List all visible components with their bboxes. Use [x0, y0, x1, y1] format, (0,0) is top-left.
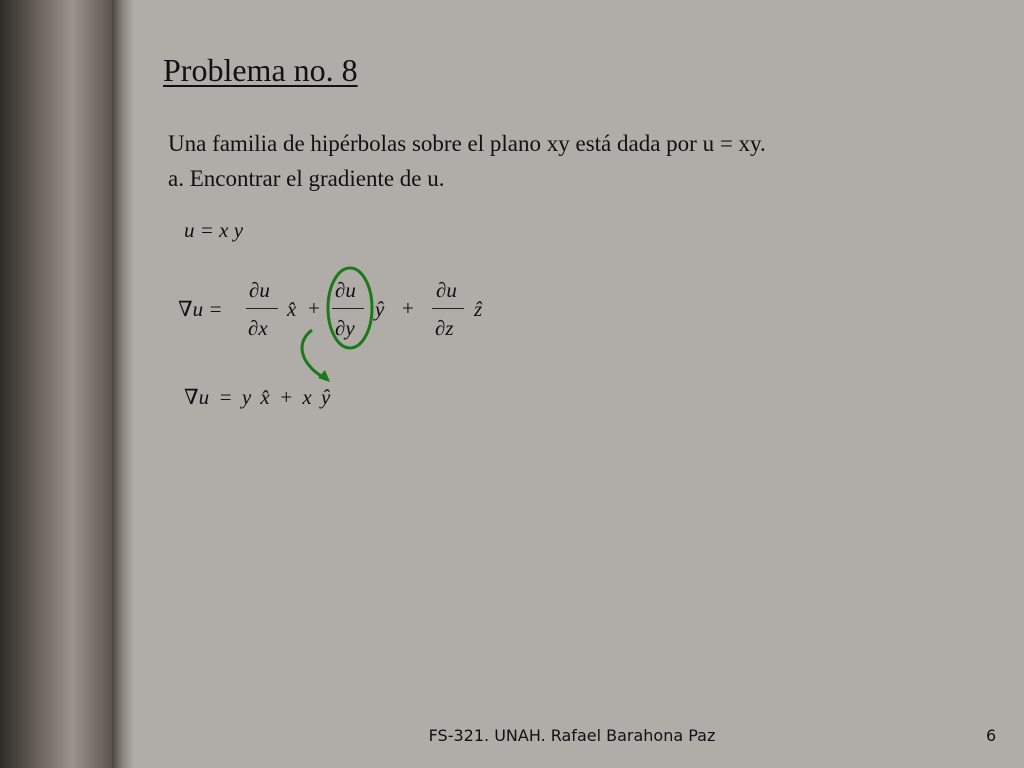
- fraction-3-numerator: ∂u: [436, 278, 457, 302]
- problem-statement: Una familia de hipérbolas sobre el plano xy está dada por u = xy.: [168, 131, 766, 156]
- problem-question: a. Encontrar el gradiente de u.: [168, 166, 445, 191]
- slide-footer: FS-321. UNAH. Rafael Barahona Paz: [428, 726, 716, 745]
- fraction-1-denominator: ∂x: [248, 316, 268, 340]
- plus-sign-2: +: [402, 296, 414, 320]
- green-arrowhead: [318, 370, 330, 382]
- y-hat: ŷ: [375, 297, 385, 321]
- fraction-2-numerator: ∂u: [335, 278, 356, 302]
- plus-sign-1: +: [308, 296, 320, 320]
- green-circle-annotation: [328, 268, 372, 348]
- fraction-1-numerator: ∂u: [249, 278, 270, 302]
- z-hat: ẑ: [474, 297, 483, 321]
- x-hat: x̂: [287, 297, 297, 321]
- equation-gradient-result: ∇u = y x̂ + x ŷ: [184, 385, 331, 409]
- gradient-lhs: ∇u =: [178, 297, 223, 321]
- green-arrow-annotation: [302, 330, 325, 378]
- fraction-3-denominator: ∂z: [435, 316, 454, 340]
- page-number: 6: [986, 726, 997, 745]
- equation-definition: u = x y: [184, 218, 244, 242]
- fraction-2-denominator: ∂y: [335, 316, 355, 340]
- slide-title: Problema no. 8: [163, 52, 358, 88]
